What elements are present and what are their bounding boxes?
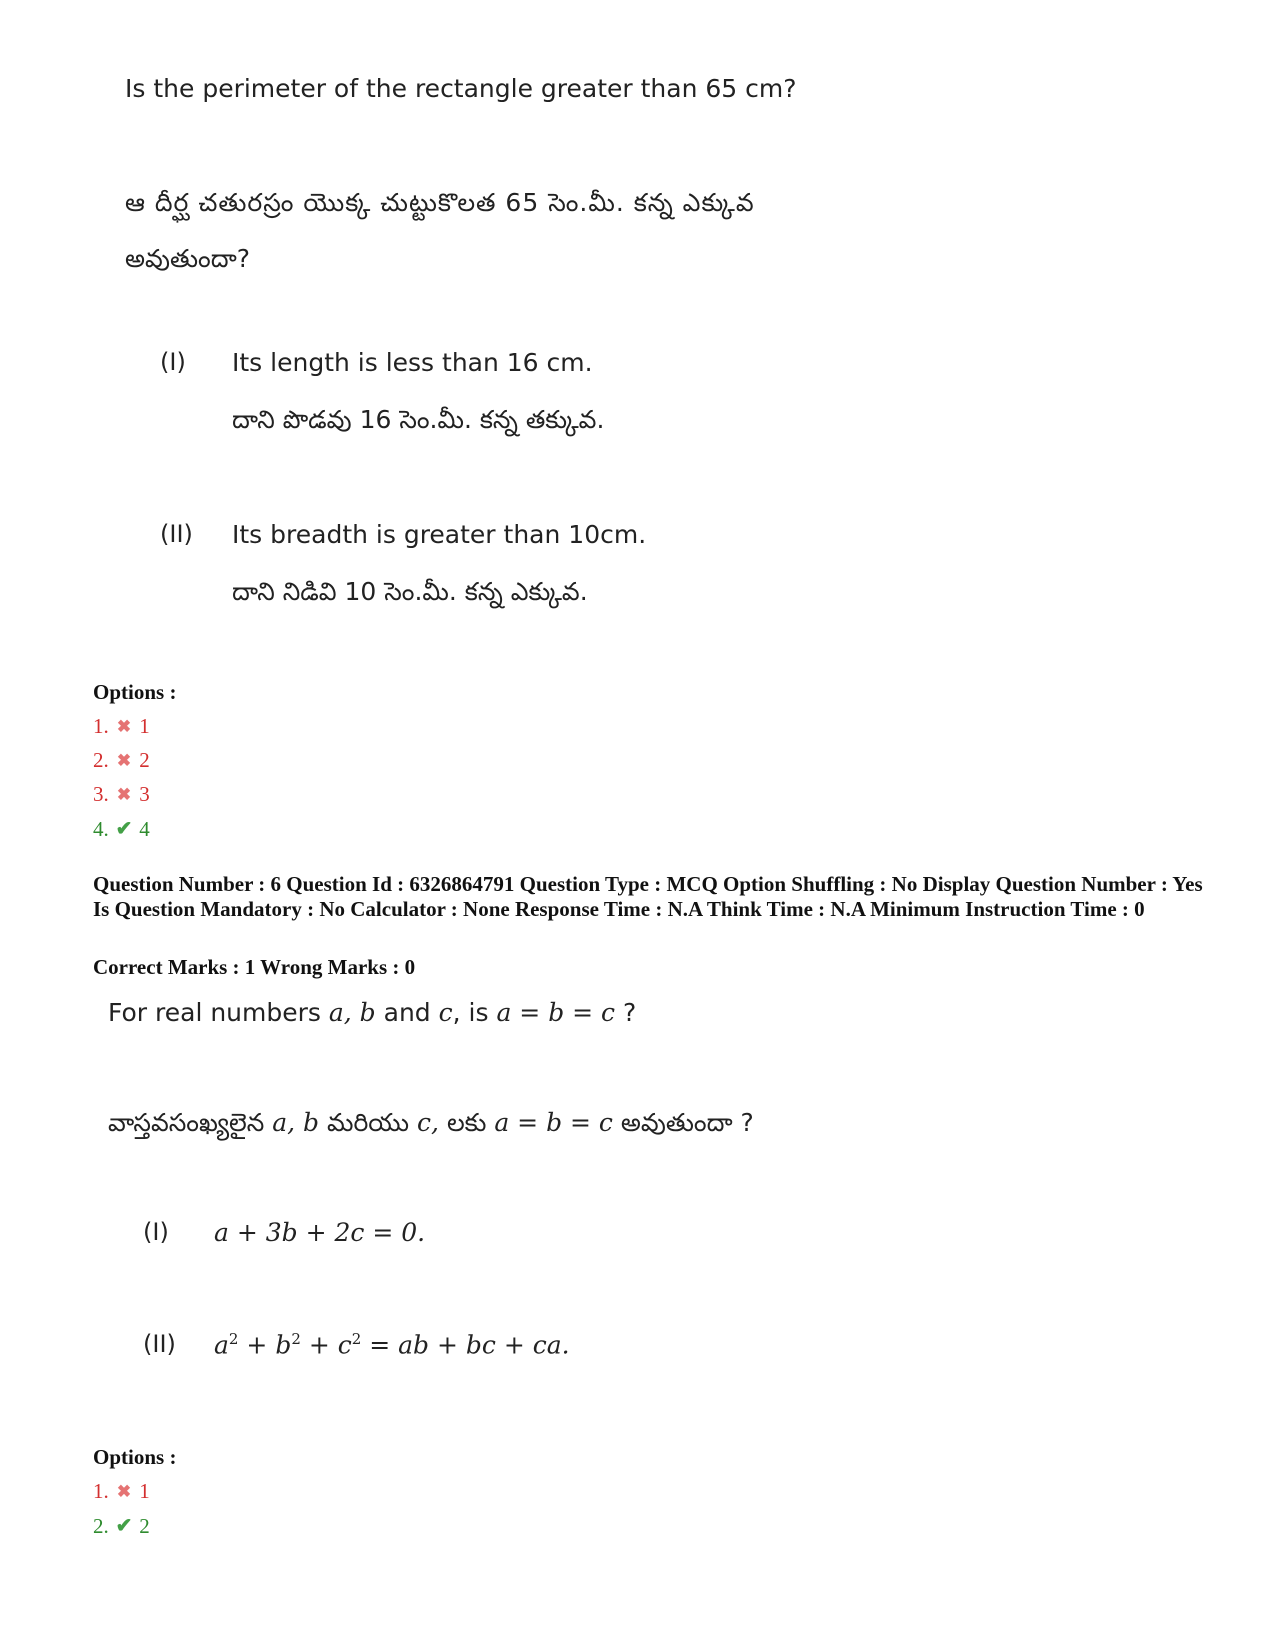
q6-te-c: c, bbox=[417, 1108, 439, 1137]
expr-c: c bbox=[337, 1330, 352, 1360]
q6-statement-2-number: (II) bbox=[143, 1330, 176, 1358]
cross-icon: ✖ bbox=[116, 717, 132, 736]
expr-b: b bbox=[275, 1330, 292, 1360]
q5-statement-1-telugu: దాని పొడవు 16 సెం.మీ. కన్న తక్కువ. bbox=[232, 405, 605, 434]
q6-te-expr: a = b = c bbox=[494, 1108, 613, 1137]
option-number: 1. bbox=[93, 1479, 109, 1503]
option-value: 1 bbox=[139, 1479, 150, 1503]
q6-statement-2-expression: $a^2 + b^2 + c^2$ = ab + bc + ca. bbox=[214, 1330, 570, 1360]
cross-icon: ✖ bbox=[116, 751, 132, 770]
option-value: 2 bbox=[139, 748, 150, 772]
q6-en-is: , is bbox=[452, 998, 497, 1027]
q6-metadata: Question Number : 6 Question Id : 6326864791 Question Type : MCQ Option Shuffling : No Display Question Number : Yes Is Question Mandatory : No Calculator : None Response Time : N.A Think Time : N.A Minimum Instruction Time : 0 bbox=[93, 872, 1203, 921]
q6-statement-1-number: (I) bbox=[143, 1218, 169, 1246]
option-number: 4. bbox=[93, 817, 109, 841]
q6-en-qmark: ? bbox=[615, 998, 637, 1027]
q6-question-english bbox=[108, 998, 636, 1027]
q5-option-2 bbox=[93, 748, 150, 773]
q5-question-telugu-line2: అవుతుందా? bbox=[125, 244, 250, 273]
expr-a-exp: 2 bbox=[228, 1330, 239, 1348]
cross-icon: ✖ bbox=[116, 1482, 132, 1501]
q6-en-prefix: For real numbers bbox=[108, 998, 329, 1027]
option-number: 1. bbox=[93, 714, 109, 738]
q6-en-expr: a = b = c bbox=[496, 998, 616, 1027]
q6-question-telugu bbox=[108, 1108, 754, 1144]
q6-te-suffix: అవుతుందా ? bbox=[612, 1108, 754, 1137]
q5-option-1 bbox=[93, 714, 150, 739]
q6-te-prefix: వాస్తవసంఖ్యలైన bbox=[108, 1108, 273, 1137]
q5-statement-2-telugu: దాని నిడివి 10 సెం.మీ. కన్న ఎక్కువ. bbox=[232, 577, 588, 606]
check-icon: ✔ bbox=[115, 818, 133, 840]
q5-question-english: Is the perimeter of the rectangle greater than 65 cm? bbox=[125, 74, 797, 103]
q6-te-vars: a, b bbox=[272, 1108, 320, 1137]
q6-options-heading: Options : bbox=[93, 1445, 177, 1469]
q6-en-c: c bbox=[438, 998, 453, 1027]
expr-b-exp: 2 bbox=[291, 1330, 301, 1348]
q5-option-3 bbox=[93, 782, 150, 807]
expr-c-exp: 2 bbox=[351, 1330, 362, 1348]
option-value: 2 bbox=[139, 1514, 150, 1538]
option-value: 1 bbox=[139, 714, 150, 738]
option-value: 4 bbox=[139, 817, 150, 841]
q6-statement-1-expression: a + 3b + 2c = 0. bbox=[214, 1218, 426, 1247]
q5-option-4 bbox=[93, 816, 150, 842]
expr-a: a bbox=[214, 1330, 229, 1360]
q6-option-2 bbox=[93, 1513, 150, 1539]
q6-te-mid: మరియు bbox=[319, 1108, 418, 1137]
option-number: 2. bbox=[93, 1514, 109, 1538]
cross-icon: ✖ bbox=[116, 785, 132, 804]
q5-statement-1-number: (I) bbox=[160, 348, 186, 376]
q5-options-heading: Options : bbox=[93, 680, 177, 704]
q5-statement-1-english: Its length is less than 16 cm. bbox=[232, 348, 593, 377]
q6-en-and: and bbox=[375, 998, 439, 1027]
option-number: 2. bbox=[93, 748, 109, 772]
option-value: 3 bbox=[139, 782, 150, 806]
check-icon: ✔ bbox=[115, 1515, 133, 1537]
q6-option-1 bbox=[93, 1479, 150, 1504]
q6-te-lak: లకు bbox=[439, 1108, 495, 1137]
q6-en-vars: a, b bbox=[328, 998, 376, 1027]
q6-marks: Correct Marks : 1 Wrong Marks : 0 bbox=[93, 955, 416, 979]
expr-tail: = ab + bc + ca. bbox=[369, 1330, 570, 1360]
q5-statement-2-number: (II) bbox=[160, 520, 193, 548]
q5-statement-2-english: Its breadth is greater than 10cm. bbox=[232, 520, 647, 549]
option-number: 3. bbox=[93, 782, 109, 806]
q5-question-telugu-line1: ఆ దీర్ఘ చతురస్రం యొక్క చుట్టుకొలత 65 సెం.మీ. కన్న ఎక్కువ bbox=[125, 188, 755, 217]
